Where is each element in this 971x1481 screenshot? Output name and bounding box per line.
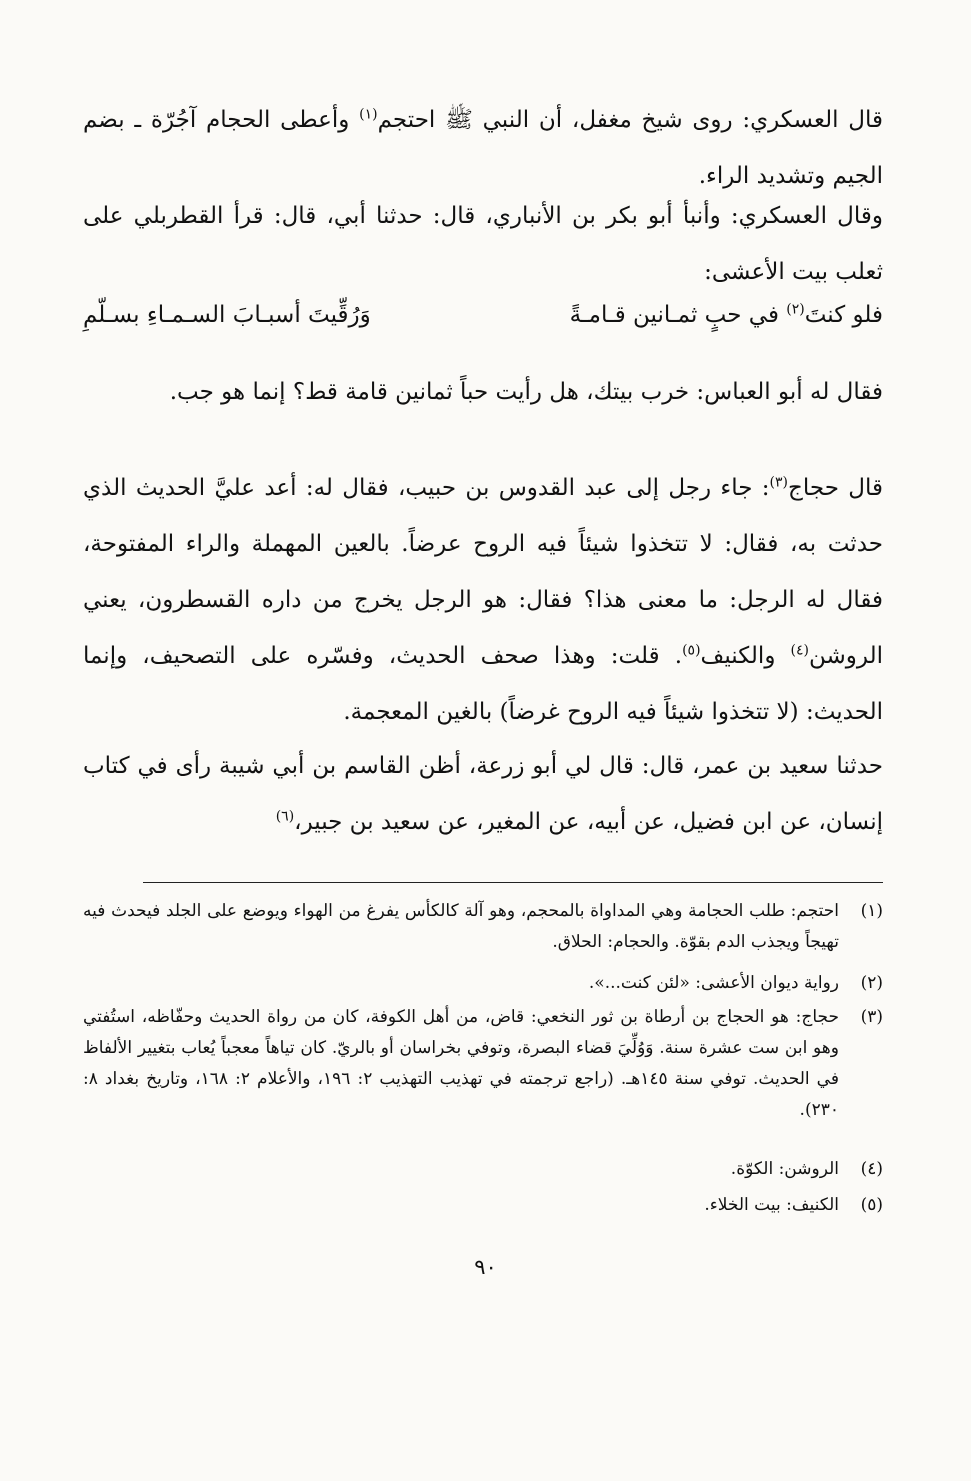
footnote-2 (83, 968, 883, 999)
footnote-ref[interactable]: (٢) (786, 301, 805, 318)
paragraph-text: حدثنا سعيد بن عمر، قال: قال لي أبو زرعة، أظن القاسم بن أبي شيبة رأى في كتاب إنسان، عن ابن فضيل، عن أبيه، عن المغير، عن سعيد بن جبير، (83, 753, 883, 835)
paragraph-text: قال حجاج (788, 475, 883, 501)
verse-text: في حبٍ ثمـانين قـامـةً (569, 302, 787, 328)
paragraph-text: والكنيف (700, 643, 791, 669)
footnote-ref[interactable]: (٥) (682, 642, 701, 659)
paragraph-abu-abbas (83, 364, 883, 420)
footnote-number: (٤) (860, 1159, 883, 1179)
footnote-number: (٣) (860, 1007, 883, 1027)
footnote-text: الكنيف: بيت الخلاء. (704, 1195, 839, 1215)
paragraph-text: : جاء رجل إلى عبد القدوس بن حبيب، فقال له: أعد عليَّ الحديث الذي حدثت به، فقال: لا تتخذوا شيئاً فيه الروح عرضاً. بالعين المهملة والراء المفتوحة، فقال له الرجل: ما معنى هذا؟ فقال: هو الرجل يخرج من داره القسطرون، يعني الروشن (83, 475, 883, 669)
paragraph-hajjaj (83, 460, 883, 740)
footnote-text: رواية ديوان الأعشى: «لئن كنت...». (588, 973, 839, 993)
paragraph-text: قال العسكري: روى شيخ مغفل، أن النبي ﷺ احتجم (377, 107, 883, 133)
footnote-number: (٢) (860, 973, 883, 993)
footnote-5 (83, 1190, 883, 1221)
paragraph-text: وقال العسكري: وأنبأ أبو بكر بن الأنباري، قال: حدثنا أبي، قال: قرأ القطربلي على ثعلب بيت الأعشى: (83, 203, 883, 285)
verse-second-hemistich: وَرُقِّيتَ أسبـابَ السـمـاءِ بسـلّمِ (83, 302, 371, 328)
paragraph-text: . قلت: وهذا صحف الحديث، وفسّره على التصحيف، وإنما الحديث: (لا تتخذوا شيئاً فيه الروح غرضاً) بالغين المعجمة. (83, 643, 883, 725)
footnote-1 (83, 896, 883, 958)
paragraph-text: وأعطى الحجام آجُرّة ـ بضم الجيم وتشديد الراء. (83, 107, 883, 189)
footnote-text: حجاج: هو الحجاج بن أرطاة بن ثور النخعي: قاض، من أهل الكوفة، كان من رواة الحديث وحفّاظه، استُفتي وهو ابن ست عشرة سنة. وَوُلِّيَ قضاء البصرة، وتوفي بخراسان أو بالريّ. كان تياهاً معجباً يُعاب بتغيير الألفاظ في الحديث. توفي سنة ١٤٥هـ. (راجع ترجمته في تهذيب التهذيب ٢: ١٩٦، والأعلام ٢: ١٦٨، وتاريخ بغداد ٨: ٢٣٠). (83, 1007, 839, 1120)
footnote-ref[interactable]: (٤) (790, 642, 809, 659)
footnote-ref[interactable]: (١) (359, 106, 378, 123)
footnote-number: (١) (860, 901, 883, 921)
footnote-ref[interactable]: (٣) (769, 474, 789, 491)
footnote-text: احتجم: طلب الحجامة وهي المداواة بالمحجم، وهو آلة كالكأس يفرغ من الهواء ويوضع على الجلد فيحدث فيه تهيجاً ويجذب الدم بقوّة. والحجام: الحلاق. (83, 901, 839, 952)
verse-text: فلو كنتَ (804, 302, 883, 328)
footnote-3 (83, 1002, 883, 1126)
verse (83, 290, 883, 340)
paragraph-text: فقال له أبو العباس: خرب بيتك، هل رأيت حباً ثمانين قامة قط؟ إنما هو جب. (169, 379, 883, 405)
footnote-number: (٥) (860, 1195, 883, 1215)
footnote-ref[interactable]: (٦) (275, 808, 295, 825)
verse-first-hemistich (570, 290, 883, 340)
footnote-divider (143, 882, 883, 883)
footnote-text: الروشن: الكوّة. (730, 1159, 839, 1179)
paragraph-said (83, 738, 883, 850)
footnote-4 (83, 1154, 883, 1185)
paragraph-askari-2 (83, 188, 883, 300)
page-number: ٩٠ (474, 1255, 497, 1279)
